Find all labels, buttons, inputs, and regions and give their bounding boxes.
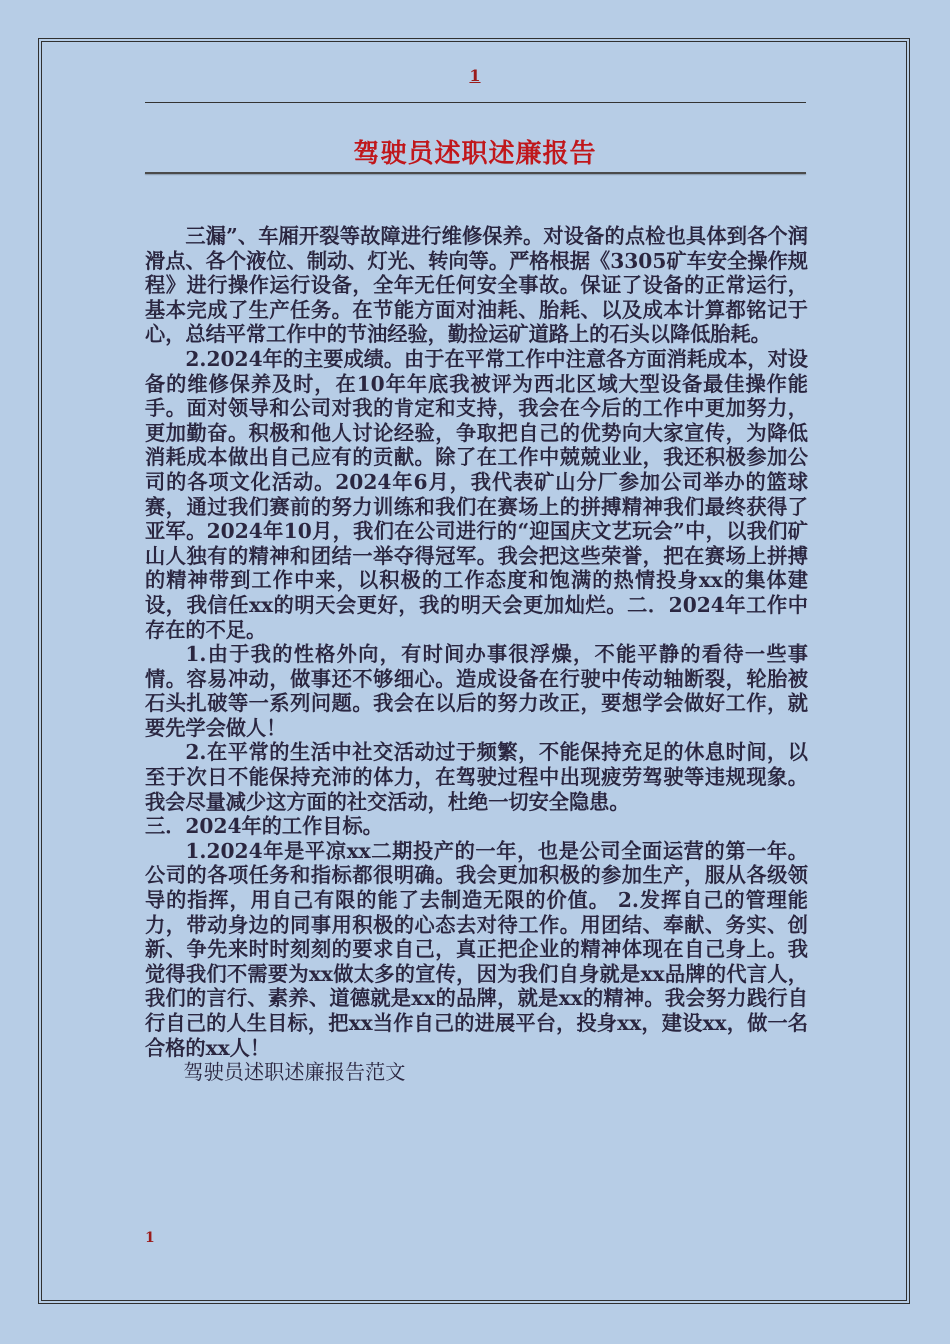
- paragraph: 2.在平常的生活中社交活动过于频繁，不能保持充足的休息时间，以至于次日不能保持充沛的体力，在驾驶过程中出现疲劳驾驶等违规现象。我会尽量减少这方面的社交活动，杜绝一切安全隐患。: [145, 740, 808, 814]
- title-divider: [145, 172, 806, 174]
- paragraph: 三漏”、车厢开裂等故障进行维修保养。对设备的点检也具体到各个润滑点、各个液位、制动、灯光、转向等。严格根据《3305矿车安全操作规程》进行操作运行设备，全年无任何安全事故。保证了设备的正常运行，基本完成了生产任务。在节能方面对油耗、胎耗、以及成本计算都铭记于心，总结平常工作中的节油经验，勤捡运矿道路上的石头以降低胎耗。: [145, 224, 808, 347]
- header-page-number: [0, 66, 950, 85]
- closing-line: 驾驶员述职述廉报告范文: [183, 1060, 406, 1085]
- document-title: 驾驶员述职述廉报告: [353, 139, 597, 169]
- header-page-number-text: 1: [469, 66, 481, 85]
- document-body: [145, 224, 808, 1085]
- footer-page-number: 1: [145, 1230, 155, 1246]
- header-divider: [145, 102, 806, 103]
- paragraph: 2.2024年的主要成绩。由于在平常工作中注意各方面消耗成本，对设备的维修保养及时，在10年年底我被评为西北区域大型设备最佳操作能手。面对领导和公司对我的肯定和支持，我会在今后的工作中更加努力，更加勤奋。积极和他人讨论经验，争取把自己的优势向大家宣传，为降低消耗成本做出自己应有的贡献。除了在工作中兢兢业业，我还积极参加公司的各项文化活动。2024年6月，我代表矿山分厂参加公司举办的篮球赛，通过我们赛前的努力训练和我们在赛场上的拼搏精神我们最终获得了亚军。2024年10月，我们在公司进行的“迎国庆文艺玩会”中，以我们矿山人独有的精神和团结一举夺得冠军。我会把这些荣誉，把在赛场上拼搏的精神带到工作中来，以积极的工作态度和饱满的热情投身xx的集体建设，我信任xx的明天会更好，我的明天会更加灿烂。二．2024年工作中存在的不足。: [145, 346, 808, 642]
- paragraph: 1.2024年是平凉xx二期投产的一年，也是公司全面运营的第一年。公司的各项任务和指标都很明确。我会更加积极的参加生产，服从各级领导的指挥，用自己有限的能了去制造无限的价值。 2.发挥自己的管理能力，带动身边的同事用积极的心态去对待工作。用团结、奉献、务实、创新、争先来时时刻刻的要求自己，真正把企业的精神体现在自己身上。我觉得我们不需要为xx做太多的宣传，因为我们自身就是xx品牌的代言人，我们的言行、素养、道德就是xx的品牌，就是xx的精神。我会努力践行自行自己的人生目标，把xx当作自己的进展平台，投身xx，建设xx，做一名合格的xx人！: [145, 838, 808, 1060]
- paragraph: 1.由于我的性格外向，有时间办事很浮燥，不能平静的看待一些事情。容易冲动，做事还不够细心。造成设备在行驶中传动轴断裂，轮胎被石头扎破等一系列问题。我会在以后的努力改正，要想学会做好工作，就要先学会做人！: [145, 642, 808, 740]
- section-heading: 三．2024年的工作目标。: [145, 814, 383, 839]
